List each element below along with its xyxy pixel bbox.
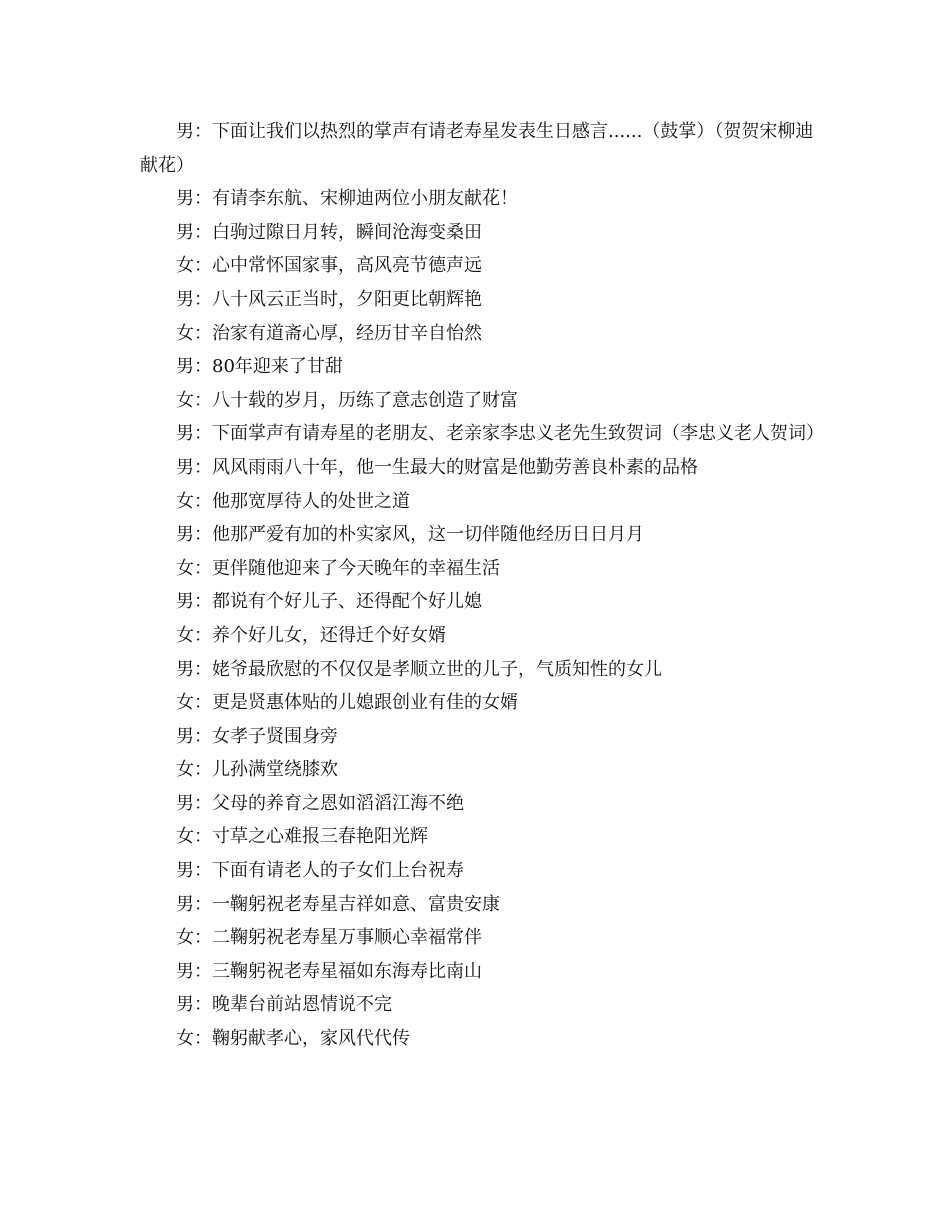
script-line: 男：一鞠躬祝老寿星吉祥如意、富贵安康 <box>176 893 500 915</box>
script-line: 男：三鞠躬祝老寿星福如东海寿比南山 <box>176 960 482 982</box>
script-line: 男：下面掌声有请寿星的老朋友、老亲家李忠义老先生致贺词（李忠义老人贺词） <box>176 423 824 445</box>
script-line: 女：寸草之心难报三春艳阳光辉 <box>176 826 428 848</box>
document-body <box>140 115 824 1056</box>
script-line: 男：八十风云正当时，夕阳更比朝辉艳 <box>176 288 482 310</box>
script-line: 男：下面有请老人的子女们上台祝寿 <box>176 860 464 882</box>
script-line: 女：更是贤惠体贴的儿媳跟创业有佳的女婿 <box>176 692 518 714</box>
script-line: 男：父母的养育之恩如滔滔江海不绝 <box>176 792 464 814</box>
script-line: 女：更伴随他迎来了今天晚年的幸福生活 <box>176 557 500 579</box>
script-line: 女：八十载的岁月，历练了意志创造了财富 <box>176 389 518 411</box>
script-line: 女：治家有道斋心厚，经历甘辛自怡然 <box>176 322 482 344</box>
script-line: 女：儿孙满堂绕膝欢 <box>176 759 338 781</box>
script-line: 男：姥爷最欣慰的不仅仅是孝顺立世的儿子，气质知性的女儿 <box>176 658 662 680</box>
script-line: 女：养个好儿女，还得迁个好女婿 <box>176 624 446 646</box>
script-line: 男：晚辈台前站恩情说不完 <box>176 994 392 1016</box>
script-line: 女：他那宽厚待人的处世之道 <box>176 490 410 512</box>
script-line: 男：有请李东航、宋柳迪两位小朋友献花！ <box>176 188 518 210</box>
script-line: 男：80年迎来了甘甜 <box>176 356 343 378</box>
script-line: 女：心中常怀国家事，高风亮节德声远 <box>176 255 482 277</box>
script-line: 男：白驹过隙日月转，瞬间沧海变桑田 <box>176 221 482 243</box>
script-line: 女：鞠躬献孝心，家风代代传 <box>176 1028 410 1050</box>
script-line: 男：风风雨雨八十年，他一生最大的财富是他勤劳善良朴素的品格 <box>176 456 698 478</box>
script-line: 男：女孝子贤围身旁 <box>176 725 338 747</box>
script-line: 女：二鞠躬祝老寿星万事顺心幸福常伴 <box>176 927 482 949</box>
script-line: 男：下面让我们以热烈的掌声有请老寿星发表生日感言......（鼓掌）（贺贺宋柳迪献花） <box>140 121 814 176</box>
script-line: 男：都说有个好儿子、还得配个好儿媳 <box>176 591 482 613</box>
script-line: 男：他那严爱有加的朴实家风，这一切伴随他经历日日月月 <box>176 524 644 546</box>
